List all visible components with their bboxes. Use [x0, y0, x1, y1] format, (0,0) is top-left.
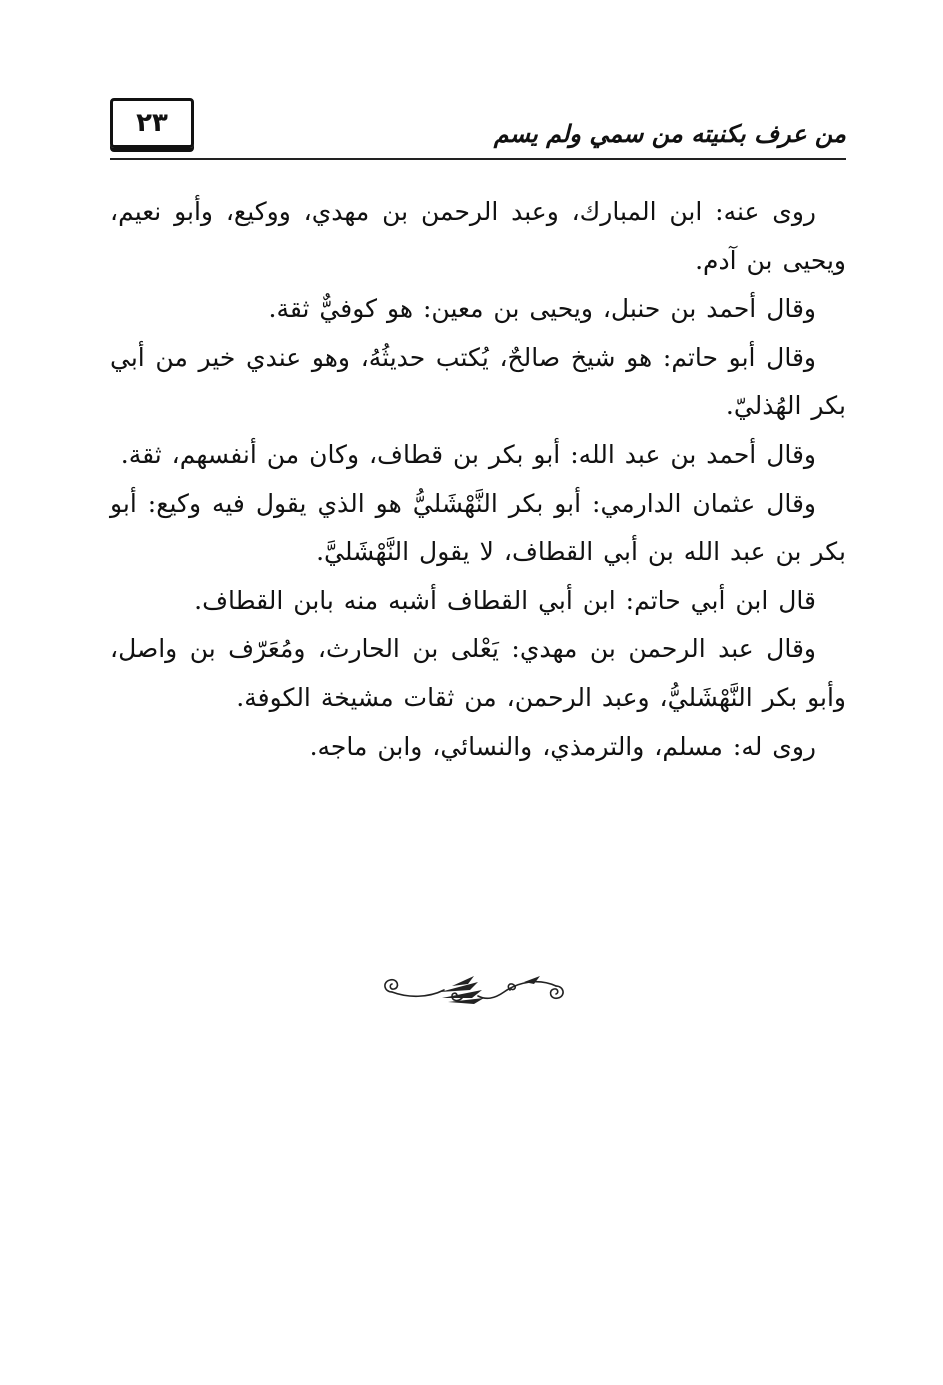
floral-divider-icon [378, 968, 570, 1010]
paragraph: وقال أبو حاتم: هو شيخ صالحٌ، يُكتب حديثُهُ، وهو عندي خير من أبي بكر الهُذليّ. [110, 342, 846, 421]
paragraph: روى له: مسلم، والترمذي، والنسائي، وابن ماجه. [309, 731, 816, 761]
paragraph: قال ابن أبي حاتم: ابن أبي القطاف أشبه منه بابن القطاف. [194, 585, 816, 615]
paragraph: وقال عثمان الدارمي: أبو بكر النَّهْشَليُّ هو الذي يقول فيه وكيع: أبو بكر بن عبد الله بن أبي القطاف، لا يقول النَّهْشَليَّ. [110, 488, 846, 567]
body-text [110, 188, 846, 771]
running-title: من عرف بكنيته من سمي ولم يسم [493, 120, 846, 148]
paragraph: وقال عبد الرحمن بن مهدي: يَعْلى بن الحارث، ومُعَرّف بن واصل، وأبو بكر النَّهْشَليُّ، وعبد الرحمن، من ثقات مشيخة الكوفة. [110, 634, 846, 712]
paragraph: وقال أحمد بن عبد الله: أبو بكر بن قطاف، وكان من أنفسهم، ثقة. [120, 439, 816, 469]
header-rule [110, 158, 846, 160]
paragraph: وقال أحمد بن حنبل، ويحيى بن معين: هو كوفيٌّ ثقة. [268, 294, 816, 324]
paragraph: روى عنه: ابن المبارك، وعبد الرحمن بن مهدي، ووكيع، وأبو نعيم، ويحيى بن آدم. [110, 197, 846, 275]
page-number: ٢٣ [110, 98, 194, 148]
page-header [110, 98, 846, 158]
